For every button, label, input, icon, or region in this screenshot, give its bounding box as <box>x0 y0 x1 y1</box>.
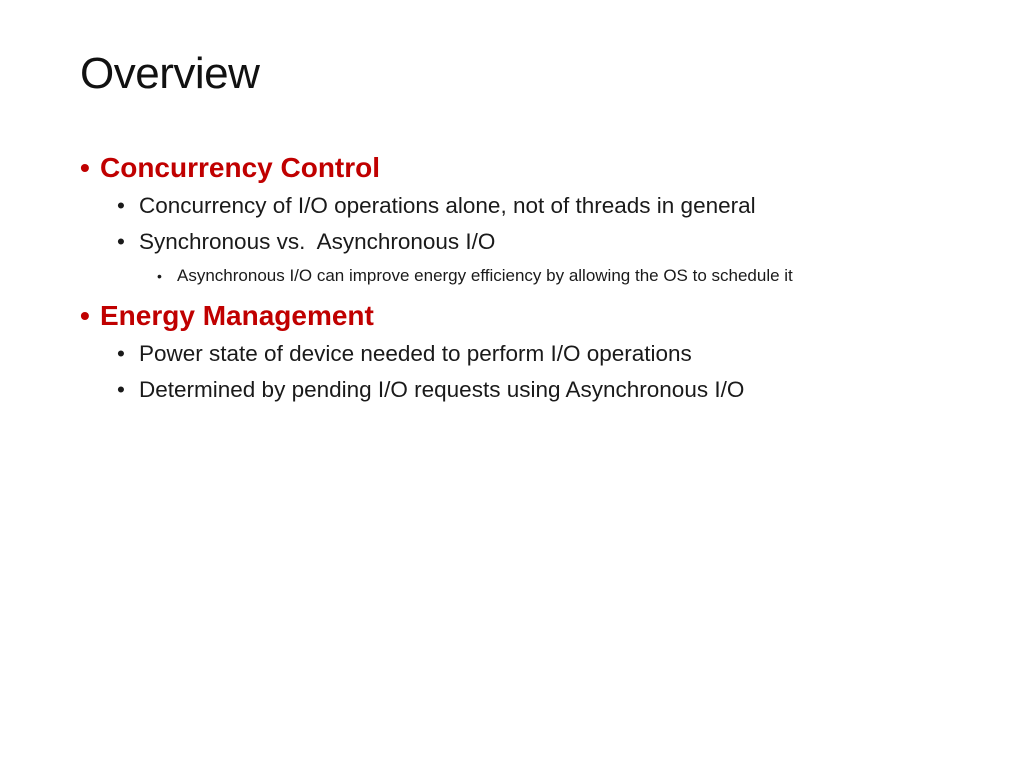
bullet-icon: • <box>117 193 125 218</box>
list-item-text: Power state of device needed to perform I/O operations <box>139 341 692 366</box>
bullet-icon: • <box>117 341 125 366</box>
section-heading-energy-management <box>80 296 980 336</box>
list-item <box>117 372 980 408</box>
list-item <box>117 224 980 260</box>
list-item <box>117 188 980 224</box>
bullet-list <box>80 148 980 408</box>
list-item-text: Concurrency of I/O operations alone, not of threads in general <box>139 193 756 218</box>
slide-title: Overview <box>80 49 260 98</box>
sub-list-item-text: Asynchronous I/O can improve energy efficiency by allowing the OS to schedule it <box>177 266 793 285</box>
bullet-icon: • <box>117 229 125 254</box>
bullet-icon: • <box>80 300 90 331</box>
list-item <box>117 336 980 372</box>
sub-list-item <box>157 260 980 292</box>
list-item-text: Determined by pending I/O requests using Asynchronous I/O <box>139 377 745 402</box>
bullet-icon: • <box>80 152 90 183</box>
section-heading-text: Concurrency Control <box>100 152 381 183</box>
bullet-icon: • <box>157 268 162 284</box>
section-heading-concurrency-control <box>80 148 980 188</box>
list-item-text: Synchronous vs. Asynchronous I/O <box>139 229 496 254</box>
bullet-icon: • <box>117 377 125 402</box>
section-heading-text: Energy Management <box>100 300 374 331</box>
